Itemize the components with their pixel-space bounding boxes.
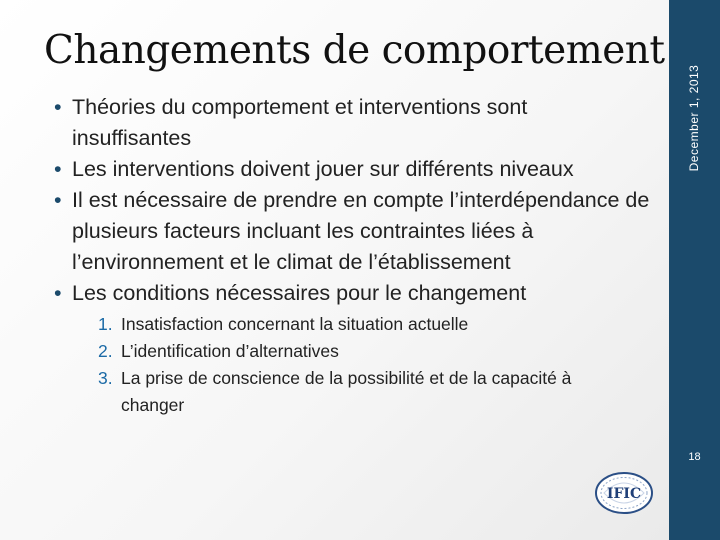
numbered-list (98, 311, 608, 419)
ific-logo (594, 471, 654, 515)
slide-date: December 1, 2013 (687, 64, 701, 172)
item-number: 1. (98, 314, 113, 334)
numbered-item (98, 338, 608, 365)
bullet-text: Les interventions doivent jouer sur différents niveaux (72, 157, 574, 181)
bullet-text: Les conditions nécessaires pour le changement (72, 281, 527, 305)
numbered-item (98, 311, 608, 338)
item-text: La prise de conscience de la possibilité et de la capacité à changer (121, 368, 572, 415)
bullet-text: Il est nécessaire de prendre en compte l’interdépendance de plusieurs facteurs incluant les contraintes liées à l’environnement et le climat de l’établissement (72, 188, 650, 274)
slide-content (52, 92, 652, 419)
bullet-item (52, 278, 652, 309)
bullet-icon: • (54, 157, 62, 181)
slide-title: Changements de comportement (44, 28, 665, 73)
item-text: Insatisfaction concernant la situation actuelle (121, 314, 469, 334)
item-number: 2. (98, 341, 113, 361)
bullet-text: Théories du comportement et interventions sont insuffisantes (72, 95, 528, 150)
bullet-item (52, 185, 652, 278)
item-text: L’identification d’alternatives (121, 341, 339, 361)
bullet-item (52, 154, 652, 185)
page-number: 18 (688, 451, 701, 463)
bullet-list (52, 92, 652, 309)
item-number: 3. (98, 368, 113, 388)
bullet-item (52, 92, 652, 154)
logo-text: IFIC (606, 486, 642, 502)
numbered-item (98, 365, 608, 419)
bullet-icon: • (54, 281, 62, 305)
bullet-icon: • (54, 95, 62, 119)
bullet-icon: • (54, 188, 62, 212)
